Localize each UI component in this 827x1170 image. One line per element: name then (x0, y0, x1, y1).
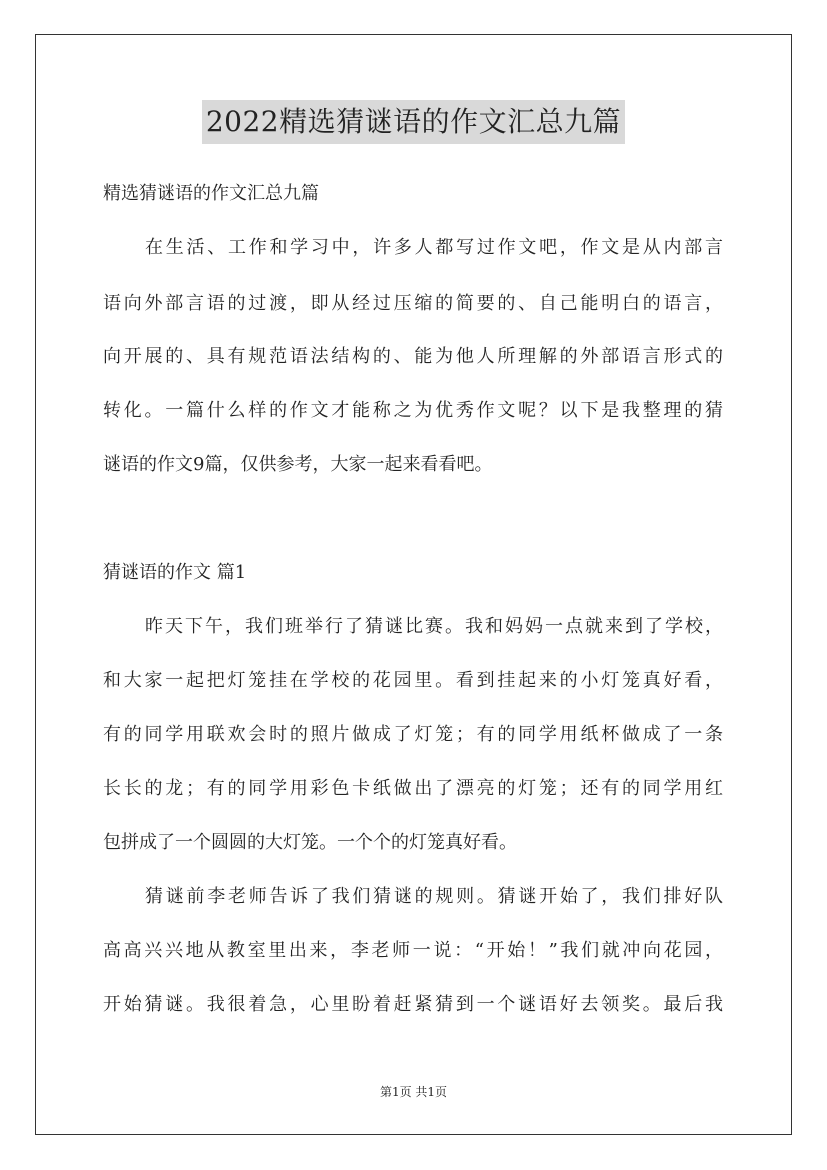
intro-line-4: 转化。一篇什么样的作文才能称之为优秀作文呢？以下是我整理的猜 (103, 400, 723, 421)
document-title (0, 100, 827, 144)
page-number-footer: 第1页 共1页 (379, 1085, 448, 1099)
paragraph2-line-1: 猜谜前李老师告诉了我们猜谜的规则。猜谜开始了，我们排好队 (145, 886, 723, 907)
intro-line-3: 向开展的、具有规范语法结构的、能为他人所理解的外部语言形式的 (103, 346, 723, 367)
document-title-text: 2022精选猜谜语的作文汇总九篇 (202, 100, 625, 144)
intro-line-2: 语向外部言语的过渡，即从经过压缩的简要的、自己能明白的语言， (103, 293, 723, 314)
intro-line-1: 在生活、工作和学习中，许多人都写过作文吧，作文是从内部言 (145, 237, 723, 258)
section-heading: 猜谜语的作文 篇1 (103, 562, 247, 583)
paragraph2-line-3: 开始猜谜。我很着急，心里盼着赶紧猜到一个谜语好去领奖。最后我 (103, 994, 723, 1015)
paragraph2-line-2: 高高兴兴地从教室里出来，李老师一说：“开始！”我们就冲向花园， (103, 940, 723, 961)
paragraph1-line-1: 昨天下午，我们班举行了猜谜比赛。我和妈妈一点就来到了学校， (145, 616, 723, 637)
paragraph1-line-2: 和大家一起把灯笼挂在学校的花园里。看到挂起来的小灯笼真好看， (103, 670, 723, 691)
document-subtitle: 精选猜谜语的作文汇总九篇 (103, 183, 319, 204)
paragraph1-line-4: 长长的龙；有的同学用彩色卡纸做出了漂亮的灯笼；还有的同学用红 (103, 778, 723, 799)
paragraph1-line-3: 有的同学用联欢会时的照片做成了灯笼；有的同学用纸杯做成了一条 (103, 724, 723, 745)
paragraph1-line-5: 包拼成了一个圆圆的大灯笼。一个个的灯笼真好看。 (103, 832, 517, 853)
intro-line-5: 谜语的作文9篇，仅供参考，大家一起来看看吧。 (103, 454, 493, 475)
